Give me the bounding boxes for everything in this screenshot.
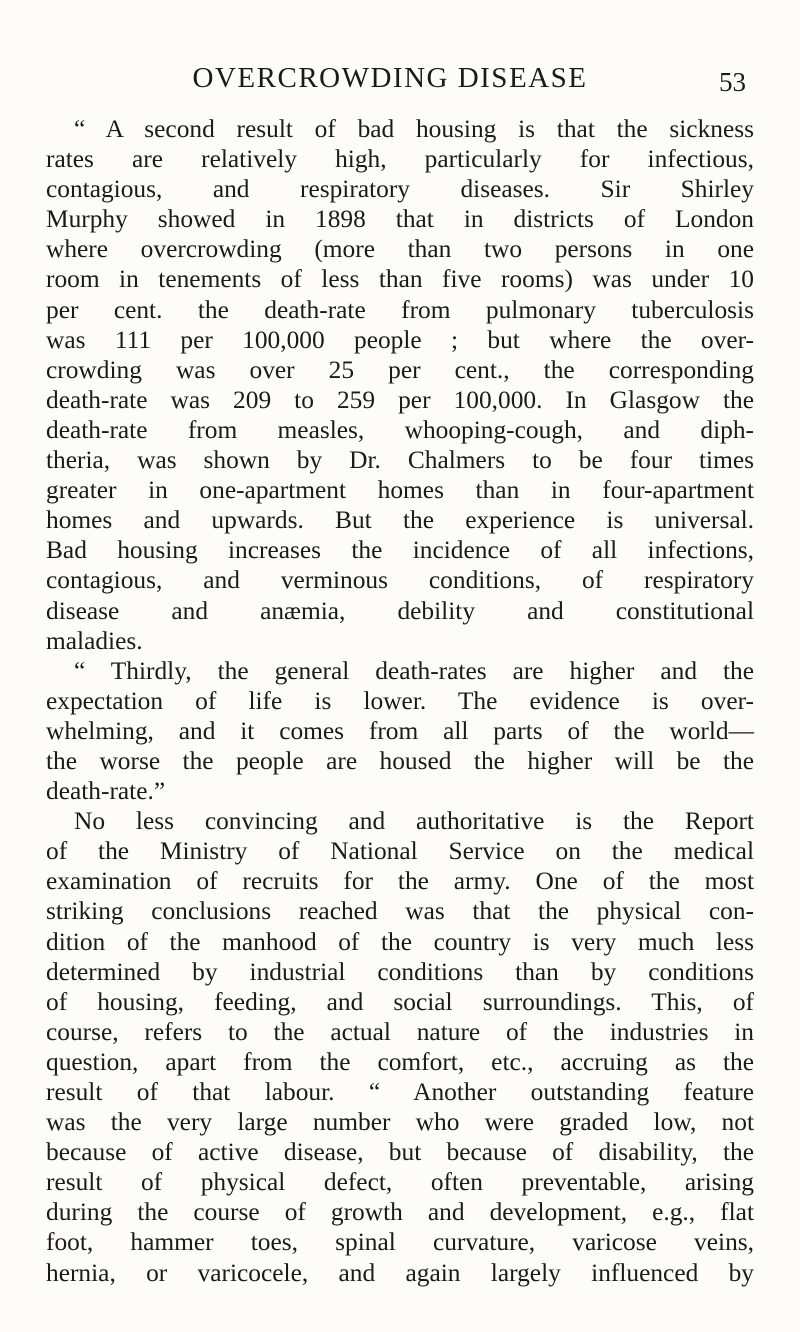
text-line: “ Thirdly, the general death-rates are higher and the [74, 656, 754, 685]
running-head [0, 60, 800, 100]
text-line: because of active disease, but because of disability, the [46, 1138, 754, 1167]
text-line: dition of the manhood of the country is very much less [46, 927, 754, 956]
text-line: result of physical defect, often preventable, arising [46, 1168, 754, 1197]
text-line: crowding was over 25 per cent., the corresponding [46, 355, 754, 384]
text-line: the worse the people are housed the higher will be the [46, 746, 754, 775]
text-line: expectation of life is lower. The evidence is over- [46, 686, 754, 715]
text-line: was the very large number who were graded low, not [46, 1108, 754, 1137]
text-line: No less convincing and authoritative is the Report [74, 807, 754, 836]
running-title: OVERCROWDING DISEASE [192, 62, 588, 94]
text-line: hernia, or varicocele, and again largely influenced by [46, 1258, 754, 1287]
text-line: theria, was shown by Dr. Chalmers to be four times [46, 446, 754, 475]
body-text [46, 114, 754, 1288]
text-line: homes and upwards. But the experience is universal. [46, 506, 754, 535]
text-line: “ A second result of bad housing is that the sickness [74, 115, 754, 143]
text-line: striking conclusions reached was that the physical con- [46, 897, 754, 926]
text-line: where overcrowding (more than two persons in one [46, 235, 754, 264]
text-line: question, apart from the comfort, etc., accruing as the [46, 1047, 754, 1076]
text-line: Murphy showed in 1898 that in districts of London [46, 205, 754, 234]
text-line: was 111 per 100,000 people ; but where the over- [46, 325, 754, 354]
page-number: 53 [719, 67, 746, 97]
text-line: during the course of growth and development, e.g., flat [46, 1198, 754, 1227]
text-line: examination of recruits for the army. One of the most [46, 867, 754, 896]
text-line: death-rate from measles, whooping-cough, and diph- [46, 415, 754, 444]
text-line: greater in one-apartment homes than in four-apartment [46, 476, 754, 505]
text-line: contagious, and respiratory diseases. Sir Shirley [46, 175, 754, 204]
text-line: contagious, and verminous conditions, of respiratory [46, 566, 754, 595]
text-line: room in tenements of less than five rooms) was under 10 [46, 265, 754, 294]
text-line: rates are relatively high, particularly for infectious, [46, 145, 754, 174]
text-line: death-rate was 209 to 259 per 100,000. In Glasgow the [46, 385, 754, 414]
text-line: maladies. [46, 626, 143, 655]
text-line: result of that labour. “ Another outstanding feature [46, 1078, 754, 1106]
text-line: disease and anæmia, debility and constitutional [46, 596, 754, 625]
text-line: whelming, and it comes from all parts of the world— [46, 716, 754, 745]
text-line: course, refers to the actual nature of the industries in [46, 1017, 754, 1046]
text-line: foot, hammer toes, spinal curvature, varicose veins, [46, 1228, 754, 1257]
text-line: of the Ministry of National Service on the medical [46, 837, 754, 866]
text-line: death-rate.” [46, 777, 166, 806]
text-line: per cent. the death-rate from pulmonary tuberculosis [46, 295, 754, 324]
text-line: Bad housing increases the incidence of all infections, [46, 536, 754, 565]
text-line: of housing, feeding, and social surroundings. This, of [46, 987, 754, 1016]
text-line: determined by industrial conditions than by conditions [46, 957, 754, 986]
